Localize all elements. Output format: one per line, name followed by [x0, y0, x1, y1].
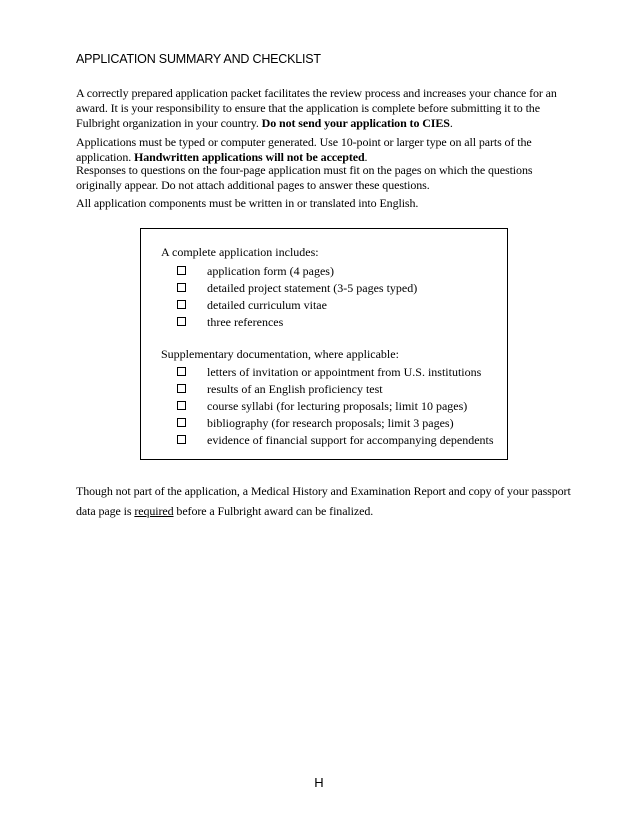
checklist-item-label: detailed curriculum vitae — [207, 298, 327, 312]
page-heading: APPLICATION SUMMARY AND CHECKLIST — [76, 52, 321, 66]
supplementary-item-label: letters of invitation or appointment from U.S. institutions — [207, 365, 482, 379]
typing-end: . — [364, 150, 368, 164]
checkbox[interactable] — [177, 266, 186, 275]
supplementary-item-label: evidence of financial support for accompanying dependents — [207, 433, 494, 447]
checkbox[interactable] — [177, 300, 186, 309]
supplementary-item-label: course syllabi (for lecturing proposals; limit 10 pages) — [207, 399, 468, 413]
required-underlined: required — [134, 504, 174, 518]
medical-paragraph — [76, 481, 586, 521]
checkbox[interactable] — [177, 401, 186, 410]
checkbox[interactable] — [177, 418, 186, 427]
checkbox[interactable] — [177, 435, 186, 444]
typing-bold-text: Handwritten applications will not be accepted — [134, 150, 365, 164]
checklist-item-label: detailed project statement (3-5 pages typed) — [207, 281, 418, 295]
english-paragraph: All application components must be written in or translated into English. — [76, 196, 419, 210]
supplementary-item-label: results of an English proficiency test — [207, 382, 383, 396]
checklist-item-label: application form (4 pages) — [207, 264, 334, 278]
checkbox[interactable] — [177, 384, 186, 393]
intro-paragraph — [76, 86, 576, 131]
supplementary-item-label: bibliography (for research proposals; limit 3 pages) — [207, 416, 454, 430]
checkbox[interactable] — [177, 317, 186, 326]
checkbox[interactable] — [177, 283, 186, 292]
page-label: H — [314, 775, 324, 790]
intro-bold-text: Do not send your application to CIES — [261, 116, 450, 130]
intro-text: A correctly prepared application packet facilitates the review process and increases your chance for an award. It is your responsibility to ensure that the application is complete before submitting it to the Fulbright organization in your country. — [76, 86, 557, 130]
medical-text-before: Though not part of the application, a Medical History and Examination Report and copy of your passport data page is — [76, 484, 571, 518]
supplementary-intro: Supplementary documentation, where applicable: — [161, 347, 399, 361]
typing-paragraph — [76, 135, 576, 165]
checklist-item-label: three references — [207, 315, 284, 329]
intro-end: . — [449, 116, 453, 130]
medical-text-after: before a Fulbright award can be finalized. — [173, 504, 374, 518]
responses-paragraph: Responses to questions on the four-page application must fit on the pages on which the questions originally appear. Do not attach additional pages to answer these questions. — [76, 163, 533, 192]
checklist-intro: A complete application includes: — [161, 245, 319, 259]
checkbox[interactable] — [177, 367, 186, 376]
typing-text: Applications must be typed or computer generated. Use 10-point or larger type on all parts of the application. — [76, 135, 532, 164]
checklist-box — [140, 228, 508, 460]
